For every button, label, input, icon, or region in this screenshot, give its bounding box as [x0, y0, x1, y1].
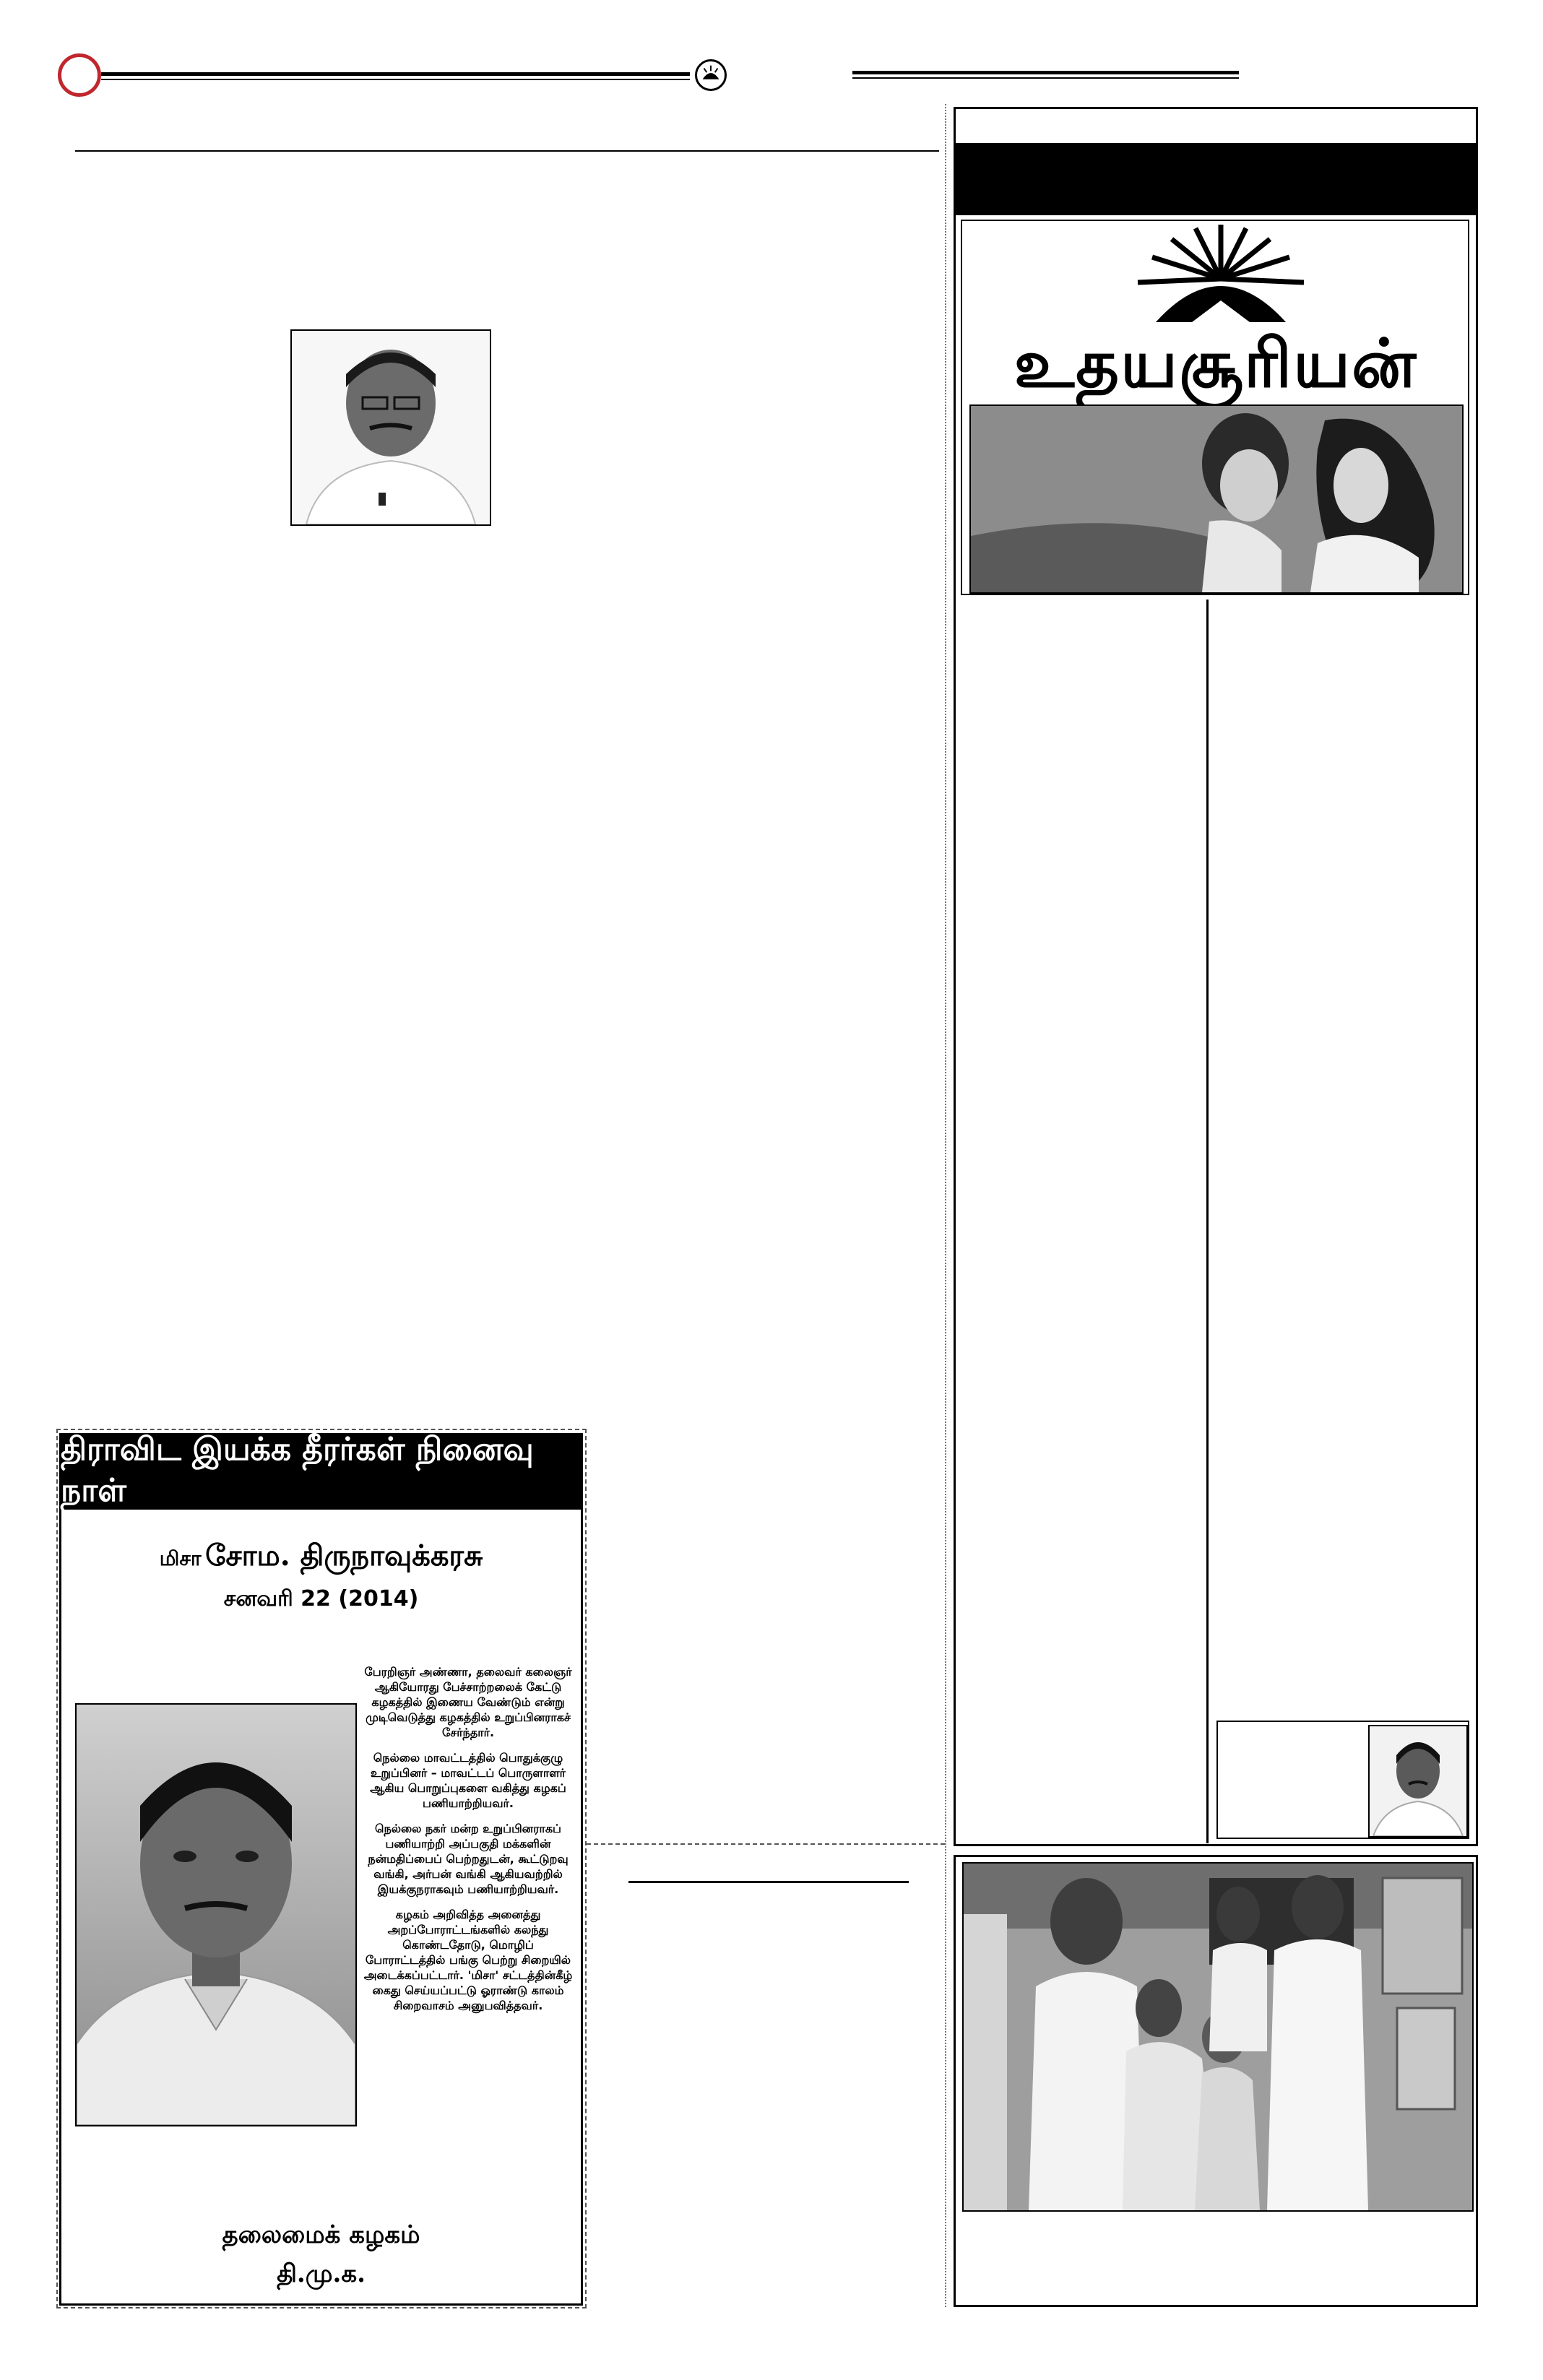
person-portrait-icon: [290, 329, 491, 526]
memorial-bio-paragraph: பேரறிஞர் அண்ணா, தலைவர் கலைஞர் ஆகியோரது பேச்சாற்றலைக் கேட்டு கழகத்தில் இணைய வேண்டும் என்று முடிவெடுத்து கழகத்தில் உறுப்பினராகச் சேர்ந்தார்.: [364, 1665, 572, 1739]
memorial-bio-paragraph: நெல்லை மாவட்டத்தில் பொதுக்குழு உறுப்பினர் – மாவட்டப் பொருளாளர் ஆகிய பொறுப்புகளை வகித்து கழகப் பணியாற்றியவர்.: [370, 1751, 566, 1810]
page-number-badge: [58, 53, 101, 97]
memorial-bio-paragraph: கழகம் அறிவித்த அனைத்து அறப்போராட்டங்களில் கலந்து கொண்டதோடு, மொழிப் போராட்டத்தில் பங்கு பெற்று சிறையில் அடைக்கப்பட்டார். 'மிசா' சட்டத்தின்கீழ் கைது செய்யப்பட்டு ஓராண்டு காலம் சிறைவாசம் அனுபவித்தவர்.: [363, 1908, 573, 2012]
right-feature-header-bar: [955, 143, 1477, 215]
column-divider-dashed-h: [587, 1843, 945, 1845]
right-inner-column-rule: [1206, 600, 1209, 1843]
memorial-footer-line2: தி.மு.க.: [277, 2259, 366, 2288]
memorial-name: சோம. திருநாவுக்கரசு: [205, 1539, 483, 1572]
memorial-bio-paragraph: நெல்லை நகர் மன்ற உறுப்பினராகப் பணியாற்றி அப்பகுதி மக்களின் நன்மதிப்பைப் பெற்றதுடன், கூட்டுறவு வங்கி, அர்பன் வங்கி ஆகியவற்றில் இயக்குநராகவும் பணியாற்றியவர்.: [368, 1822, 569, 1896]
article-rule: [75, 150, 939, 152]
rising-sun-logo-icon: [1127, 221, 1315, 329]
memorial-bio: [361, 1664, 575, 2023]
memorial-banner: [61, 1431, 582, 1510]
header-rule-left-thin: [101, 79, 690, 80]
memorial-name-line: [61, 1539, 582, 1582]
memorial-footer-line1: தலைமைக் கழகம்: [222, 2220, 420, 2249]
short-rule: [628, 1881, 909, 1883]
header-rule-left: [101, 72, 690, 76]
memorial-name-prefix: மிசா: [159, 1546, 202, 1570]
memorial-date: சனவரி 22 (2014): [223, 1586, 419, 1611]
memorial-portrait-icon: [75, 1703, 357, 2126]
memorial-banner-title: திராவிட இயக்க தீரர்கள் நினைவு நாள்: [61, 1431, 534, 1509]
group-photo-icon: [962, 1862, 1474, 2212]
udhayasuriyan-logo-text: உதயசூரியன்: [1013, 324, 1418, 402]
film-still-photo-icon: [969, 404, 1464, 594]
header-rule-right: [852, 71, 1239, 74]
rising-sun-emblem-icon: [695, 59, 727, 91]
header-rule-right-thin: [852, 77, 1239, 79]
small-portrait-icon: [1368, 1725, 1468, 1838]
column-divider-dashed-v: [945, 104, 946, 2307]
